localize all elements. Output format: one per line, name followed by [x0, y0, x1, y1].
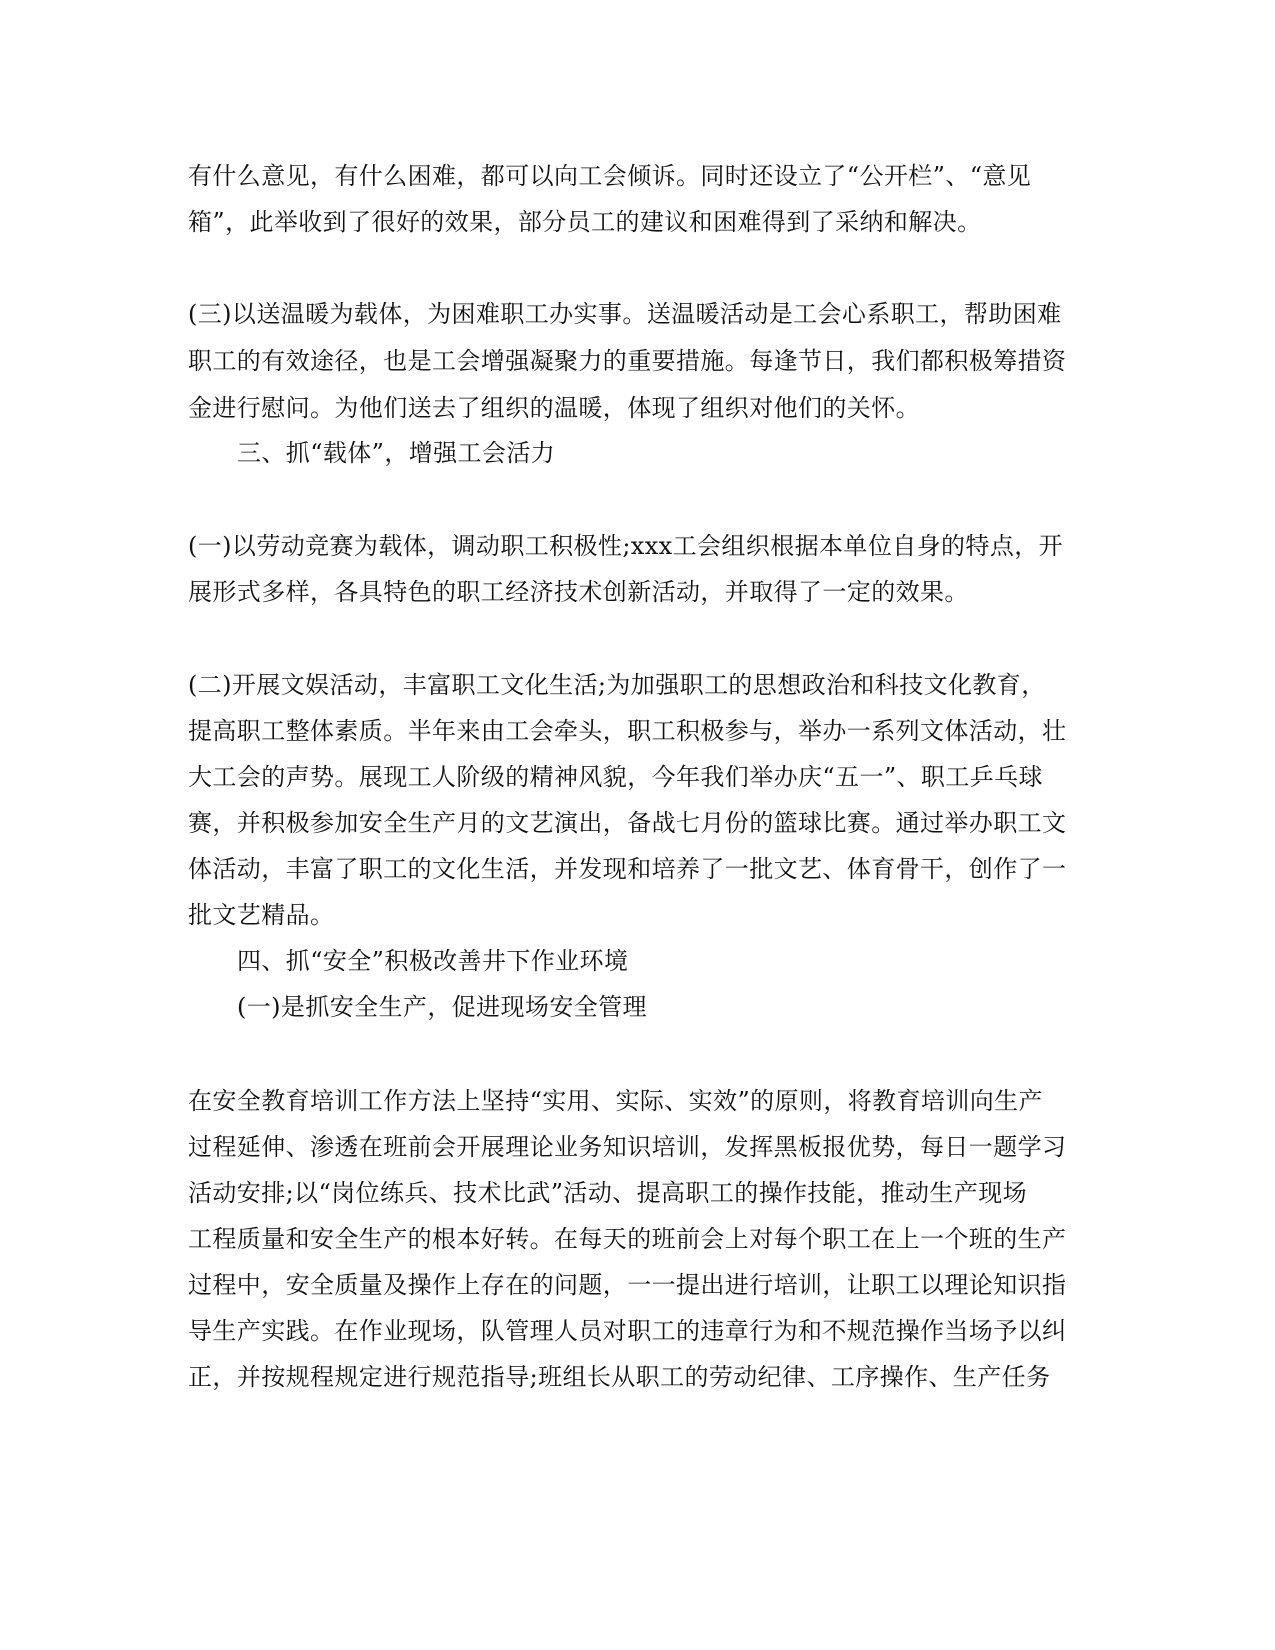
- text-line: 批文艺精品。: [188, 901, 335, 929]
- text-line: 在安全教育培训工作方法上坚持“实用、实际、实效”的原则，将教育培训向生产: [188, 1087, 1043, 1115]
- text-line: 活动安排;以“岗位练兵、技术比武”活动、提高职工的操作技能，推动生产现场: [188, 1179, 1028, 1207]
- text-line: 工程质量和安全生产的根本好转。在每天的班前会上对每个职工在上一个班的生产: [188, 1225, 1067, 1253]
- text-line: 金进行慰问。为他们送去了组织的温暖，体现了组织对他们的关怀。: [188, 394, 920, 422]
- text-line: 导生产实践。在作业现场，队管理人员对职工的违章行为和不规范操作当场予以纠: [188, 1317, 1067, 1345]
- text-line: 展形式多样，各具特色的职工经济技术创新活动，并取得了一定的效果。: [188, 578, 969, 606]
- text-line: 过程延伸、渗透在班前会开展理论业务知识培训，发挥黑板报优势，每日一题学习: [188, 1133, 1067, 1161]
- text-line: (一)以劳动竞赛为载体，调动职工积极性;xxx工会组织根据本单位自身的特点，开: [188, 532, 1064, 560]
- section-heading: 三、抓“载体”，增强工会活力: [237, 439, 556, 467]
- text-line: (二)开展文娱活动，丰富职工文化生活;为加强职工的思想政治和科技文化教育，: [188, 671, 1046, 699]
- text-line: 赛，并积极参加安全生产月的文艺演出，备战七月份的篮球比赛。通过举办职工文: [188, 809, 1067, 837]
- text-line: 体活动，丰富了职工的文化生活，并发现和培养了一批文艺、体育骨干，创作了一: [188, 855, 1067, 883]
- text-line: 过程中，安全质量及操作上存在的问题，一一提出进行培训，让职工以理论知识指: [188, 1271, 1067, 1299]
- section-heading: 四、抓“安全”积极改善井下作业环境: [237, 947, 629, 975]
- subsection-heading: (一)是抓安全生产，促进现场安全管理: [237, 993, 647, 1021]
- text-line: 职工的有效途径，也是工会增强凝聚力的重要措施。每逢节日，我们都积极筹措资: [188, 347, 1067, 375]
- text-line: 箱”，此举收到了很好的效果，部分员工的建议和困难得到了采纳和解决。: [188, 208, 982, 236]
- text-line: 大工会的声势。展现工人阶级的精神风貌，今年我们举办庆“五一”、职工乒乓球: [188, 763, 1043, 791]
- text-line: (三)以送温暖为载体，为困难职工办实事。送温暖活动是工会心系职工，帮助困难: [188, 300, 1062, 328]
- text-line: 正，并按规程规定进行规范指导;班组长从职工的劳动纪律、工序操作、生产任务: [188, 1363, 1051, 1391]
- text-line: 提高职工整体素质。半年来由工会牵头，职工积极参与，举办一系列文体活动，壮: [188, 717, 1067, 745]
- text-line: 有什么意见，有什么困难，都可以向工会倾诉。同时还设立了“公开栏”、“意见: [188, 162, 1032, 190]
